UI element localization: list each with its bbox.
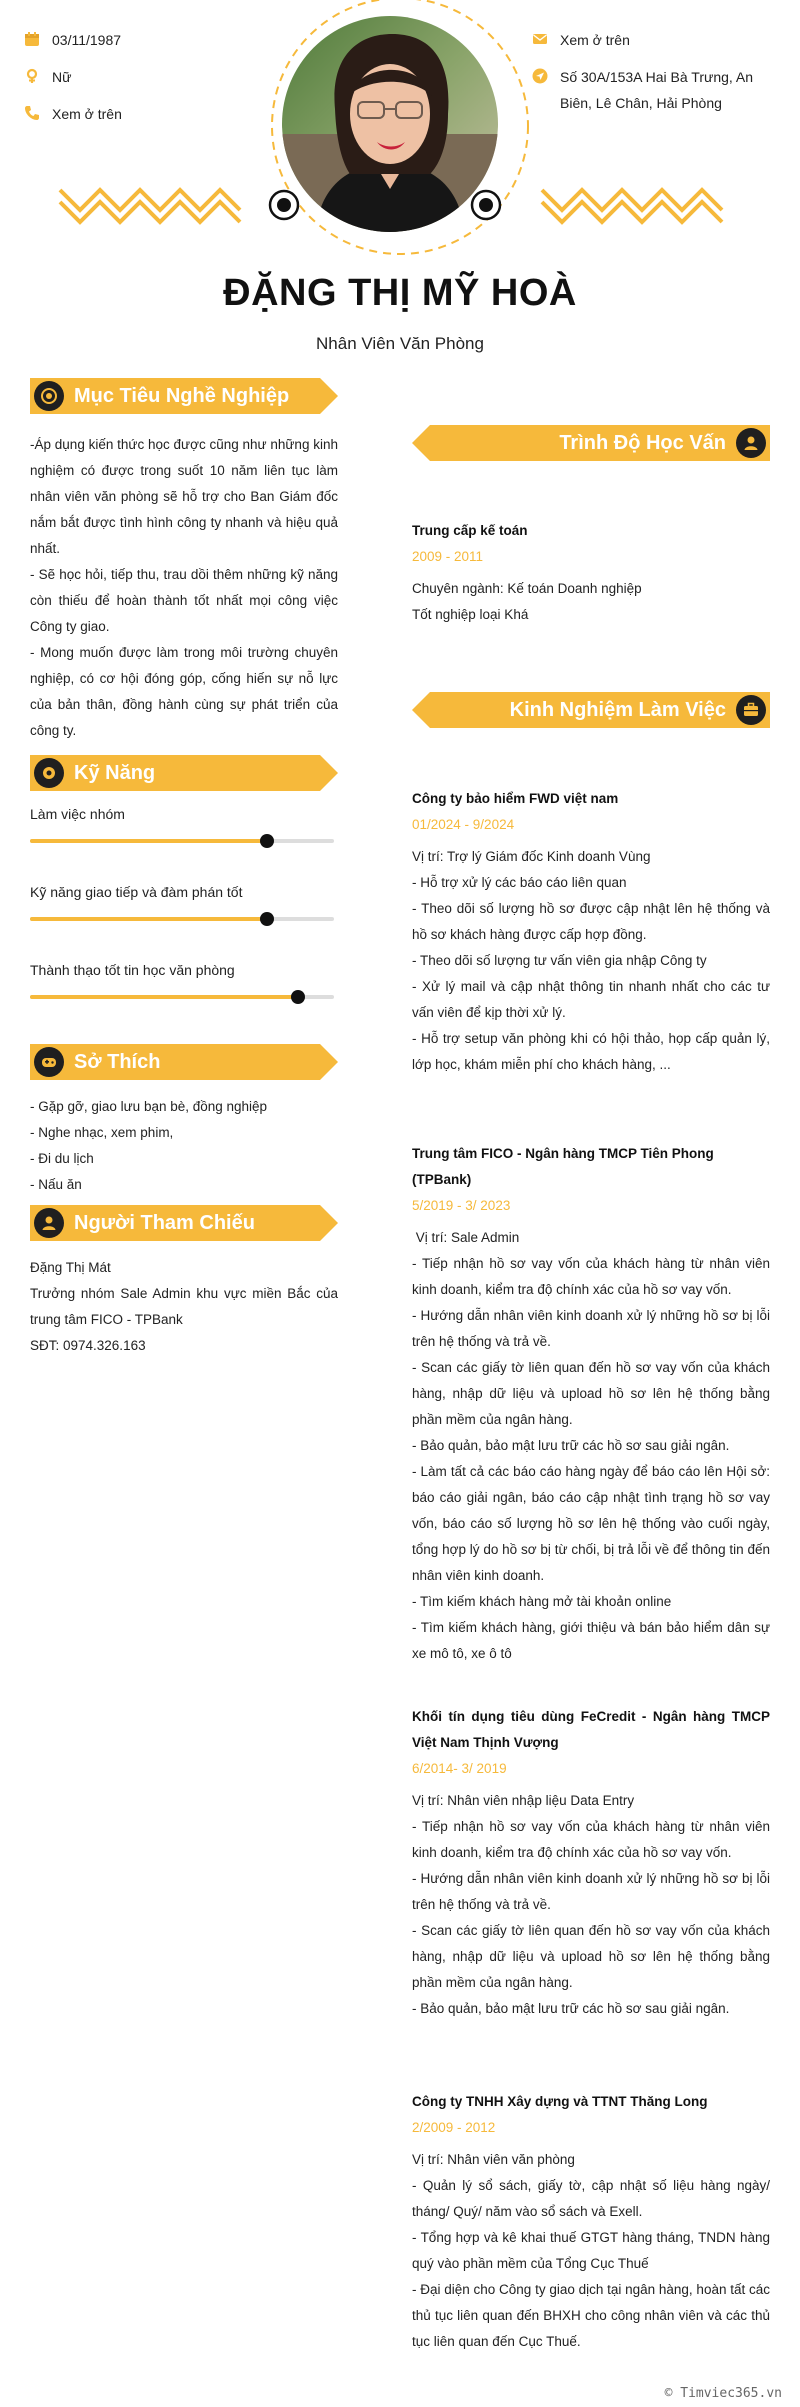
job-line: - Tổng hợp và kê khai thuế GTGT hàng tháng, TNDN hàng quý vào phần mềm của Tổng Cục Thuế bbox=[412, 2230, 770, 2271]
job-line: - Tìm kiếm khách hàng mở tài khoản online bbox=[412, 1594, 672, 1609]
skill-bar bbox=[30, 839, 334, 843]
section-title-reference: Người Tham Chiếu bbox=[74, 1212, 255, 1234]
job-entry-tpbank bbox=[412, 1141, 770, 1667]
reference-line: SĐT: 0974.326.163 bbox=[30, 1338, 146, 1353]
section-header-hobbies bbox=[30, 1044, 338, 1080]
reference-line: Đặng Thị Mát bbox=[30, 1260, 111, 1275]
reference-text bbox=[30, 1255, 338, 1359]
education-period: 2009 - 2011 bbox=[412, 549, 484, 564]
candidate-name: ĐẶNG THỊ MỸ HOÀ bbox=[223, 272, 577, 314]
skill-label: Thành thạo tốt tin học văn phòng bbox=[30, 962, 235, 978]
section-title-skills: Kỹ Năng bbox=[74, 762, 156, 784]
job-line: - Hỗ trợ setup văn phòng khi có hội thảo, họp cấp quản lý, lớp học, khám miễn phí cho khách hàng, ... bbox=[412, 1031, 770, 1072]
job-entry-fwd bbox=[412, 786, 770, 1078]
birthdate-text: 03/11/1987 bbox=[52, 32, 122, 48]
section-title-education: Trình Độ Học Vấn bbox=[559, 432, 726, 454]
school-name: Trung cấp kế toán bbox=[412, 523, 528, 538]
education-line: Chuyên ngành: Kế toán Doanh nghiệp bbox=[412, 581, 642, 596]
list-item: - Nấu ăn bbox=[30, 1177, 82, 1192]
list-item: - Đi du lịch bbox=[30, 1151, 94, 1166]
skill-knob bbox=[291, 990, 305, 1004]
briefcase-icon bbox=[736, 695, 766, 725]
job-company: Công ty bảo hiểm FWD việt nam bbox=[412, 791, 619, 806]
section-title-hobbies: Sở Thích bbox=[74, 1051, 161, 1073]
skill-knob bbox=[260, 912, 274, 926]
job-line: - Scan các giấy tờ liên quan đến hồ sơ vay vốn của khách hàng, nhập dữ liệu và upload hồ sơ lên hệ thống bằng phần mềm của ngân hàng. bbox=[412, 1923, 770, 1990]
reference-line: Trưởng nhóm Sale Admin khu vực miền Bắc của trung tâm FICO - TPBank bbox=[30, 1286, 338, 1327]
job-line: - Làm tất cả các báo cáo hàng ngày để báo cáo lên Hội sở: báo cáo giải ngân, báo cáo cập nhật tình trạng hồ sơ vay vốn, báo cáo số lượng hồ sơ lên hệ thống vào cuối ngày, tổng hợp lý do hồ sơ bị từ chối, bị trả lỗi về để thông tin đến nhân viên kinh doanh. bbox=[412, 1464, 770, 1583]
job-entry-fecredit bbox=[412, 1704, 770, 2022]
section-header-experience bbox=[412, 692, 770, 728]
job-line: - Đại diện cho Công ty giao dịch tại ngân hàng, hoàn tất các thủ tục liên quan đến BHXH cho công nhân viên và các thủ tục liên quan đến Cục Thuế. bbox=[412, 2282, 770, 2349]
skill-fill bbox=[30, 839, 267, 843]
skill-fill bbox=[30, 995, 298, 999]
skill-label: Làm việc nhóm bbox=[30, 806, 125, 822]
job-line: - Bảo quản, bảo mật lưu trữ các hồ sơ sau giải ngân. bbox=[412, 1438, 730, 1453]
gender-text: Nữ bbox=[52, 69, 72, 85]
target-icon bbox=[34, 381, 64, 411]
job-line: Vị trí: Nhân viên văn phòng bbox=[412, 2152, 575, 2167]
education-line: Tốt nghiệp loại Khá bbox=[412, 607, 529, 622]
education-entry bbox=[412, 518, 770, 628]
job-line: - Bảo quản, bảo mật lưu trữ các hồ sơ sau giải ngân. bbox=[412, 2001, 730, 2016]
gamepad-icon bbox=[34, 1047, 64, 1077]
job-line: - Hướng dẫn nhân viên kinh doanh xử lý những hồ sơ bị lỗi trên hệ thống và trả về. bbox=[412, 1871, 770, 1912]
job-line: - Hướng dẫn nhân viên kinh doanh xử lý những hồ sơ bị lỗi trên hệ thống và trả về. bbox=[412, 1308, 770, 1349]
job-period: 01/2024 - 9/2024 bbox=[412, 817, 515, 832]
objective-paragraph: - Sẽ học hỏi, tiếp thu, trau dồi thêm những kỹ năng còn thiếu để hoàn thành tốt nhất mọi công việc Công ty giao. bbox=[30, 567, 338, 634]
skill-label: Kỹ năng giao tiếp và đàm phán tốt bbox=[30, 884, 243, 900]
skills-icon bbox=[34, 758, 64, 788]
list-item: - Gặp gỡ, giao lưu bạn bè, đồng nghiệp bbox=[30, 1099, 268, 1114]
avatar bbox=[280, 14, 500, 234]
section-header-objective bbox=[30, 378, 338, 414]
list-item: - Nghe nhạc, xem phim, bbox=[30, 1125, 174, 1140]
skill-bar bbox=[30, 995, 334, 999]
job-period: 2/2009 - 2012 bbox=[412, 2120, 496, 2135]
job-company: Công ty TNHH Xây dựng và TTNT Thăng Long bbox=[412, 2094, 708, 2109]
job-company: Trung tâm FICO - Ngân hàng TMCP Tiên Phong (TPBank) bbox=[412, 1146, 714, 1187]
job-line: - Tìm kiếm khách hàng, giới thiệu và bán bảo hiểm dân sự xe mô tô, xe ô tô bbox=[412, 1620, 770, 1661]
phone-text: Xem ở trên bbox=[52, 106, 122, 122]
section-header-reference bbox=[30, 1205, 338, 1241]
objective-paragraph: -Áp dụng kiến thức học được cũng như những kinh nghiệm có được trong suốt 10 năm liên tục làm nhân viên văn phòng sẽ hỗ trợ cho Ban Giám đốc nắm bắt được tình hình công ty nhanh và hiệu quả nhất. bbox=[30, 437, 338, 556]
candidate-title: Nhân Viên Văn Phòng bbox=[316, 334, 484, 353]
skill-fill bbox=[30, 917, 267, 921]
job-line: - Quản lý sổ sách, giấy tờ, cập nhật số liệu hàng ngày/ tháng/ Quý/ năm vào sổ sách và Exell. bbox=[412, 2178, 770, 2219]
job-line: Vị trí: Nhân viên nhập liệu Data Entry bbox=[412, 1793, 635, 1808]
job-line: - Theo dõi số lượng hồ sơ được cập nhật lên hệ thống và hồ sơ khách hàng được cấp hợp đồng. bbox=[412, 901, 770, 942]
job-line: Vị trí: Trợ lý Giám đốc Kinh doanh Vùng bbox=[412, 849, 651, 864]
objective-text bbox=[30, 432, 338, 744]
hobbies-list bbox=[30, 1094, 338, 1198]
section-title-experience: Kinh Nghiệm Làm Việc bbox=[509, 699, 726, 721]
job-line: - Tiếp nhận hồ sơ vay vốn của khách hàng từ nhân viên kinh doanh, kiểm tra độ chính xác của hồ sơ vay vốn. bbox=[412, 1256, 770, 1297]
job-entry-thanglong bbox=[412, 2089, 770, 2355]
job-company: Khối tín dụng tiêu dùng FeCredit - Ngân hàng TMCP Việt Nam Thịnh Vượng bbox=[412, 1709, 770, 1750]
address-text: Số 30A/153A Hai Bà Trưng, An Biên, Lê Chân, Hải Phòng bbox=[560, 69, 754, 111]
section-header-education bbox=[412, 425, 770, 461]
job-line: Vị trí: Sale Admin bbox=[412, 1230, 520, 1245]
person-icon bbox=[34, 1208, 64, 1238]
section-title-objective: Mục Tiêu Nghề Nghiệp bbox=[74, 385, 290, 407]
job-line: - Hỗ trợ xử lý các báo cáo liên quan bbox=[412, 875, 627, 890]
job-line: - Scan các giấy tờ liên quan đến hồ sơ vay vốn của khách hàng, nhập dữ liệu và upload hồ sơ lên hệ thống bằng phần mềm của ngân hàng. bbox=[412, 1360, 770, 1427]
email-text[interactable]: Xem ở trên bbox=[560, 32, 630, 48]
job-period: 6/2014- 3/ 2019 bbox=[412, 1761, 507, 1776]
objective-paragraph: - Mong muốn được làm trong môi trường chuyên nghiệp, có cơ hội đóng góp, cống hiến sự nỗ lực của bản thân, đồng hành cùng sự phát triển của công ty. bbox=[30, 645, 338, 738]
job-line: - Tiếp nhận hồ sơ vay vốn của khách hàng từ nhân viên kinh doanh, kiểm tra độ chính xác của hồ sơ vay vốn. bbox=[412, 1819, 770, 1860]
job-line: - Xử lý mail và cập nhật thông tin nhanh nhất cho các tư vấn viên để kịp thời xử lý. bbox=[412, 979, 770, 1020]
section-header-skills bbox=[30, 755, 338, 791]
footer-watermark[interactable]: © Timviec365.vn bbox=[664, 2386, 782, 2401]
skill-knob bbox=[260, 834, 274, 848]
job-line: - Theo dõi số lượng tư vấn viên gia nhập Công ty bbox=[412, 953, 707, 968]
skill-bar bbox=[30, 917, 334, 921]
graduation-icon bbox=[736, 428, 766, 458]
job-period: 5/2019 - 3/ 2023 bbox=[412, 1198, 511, 1213]
